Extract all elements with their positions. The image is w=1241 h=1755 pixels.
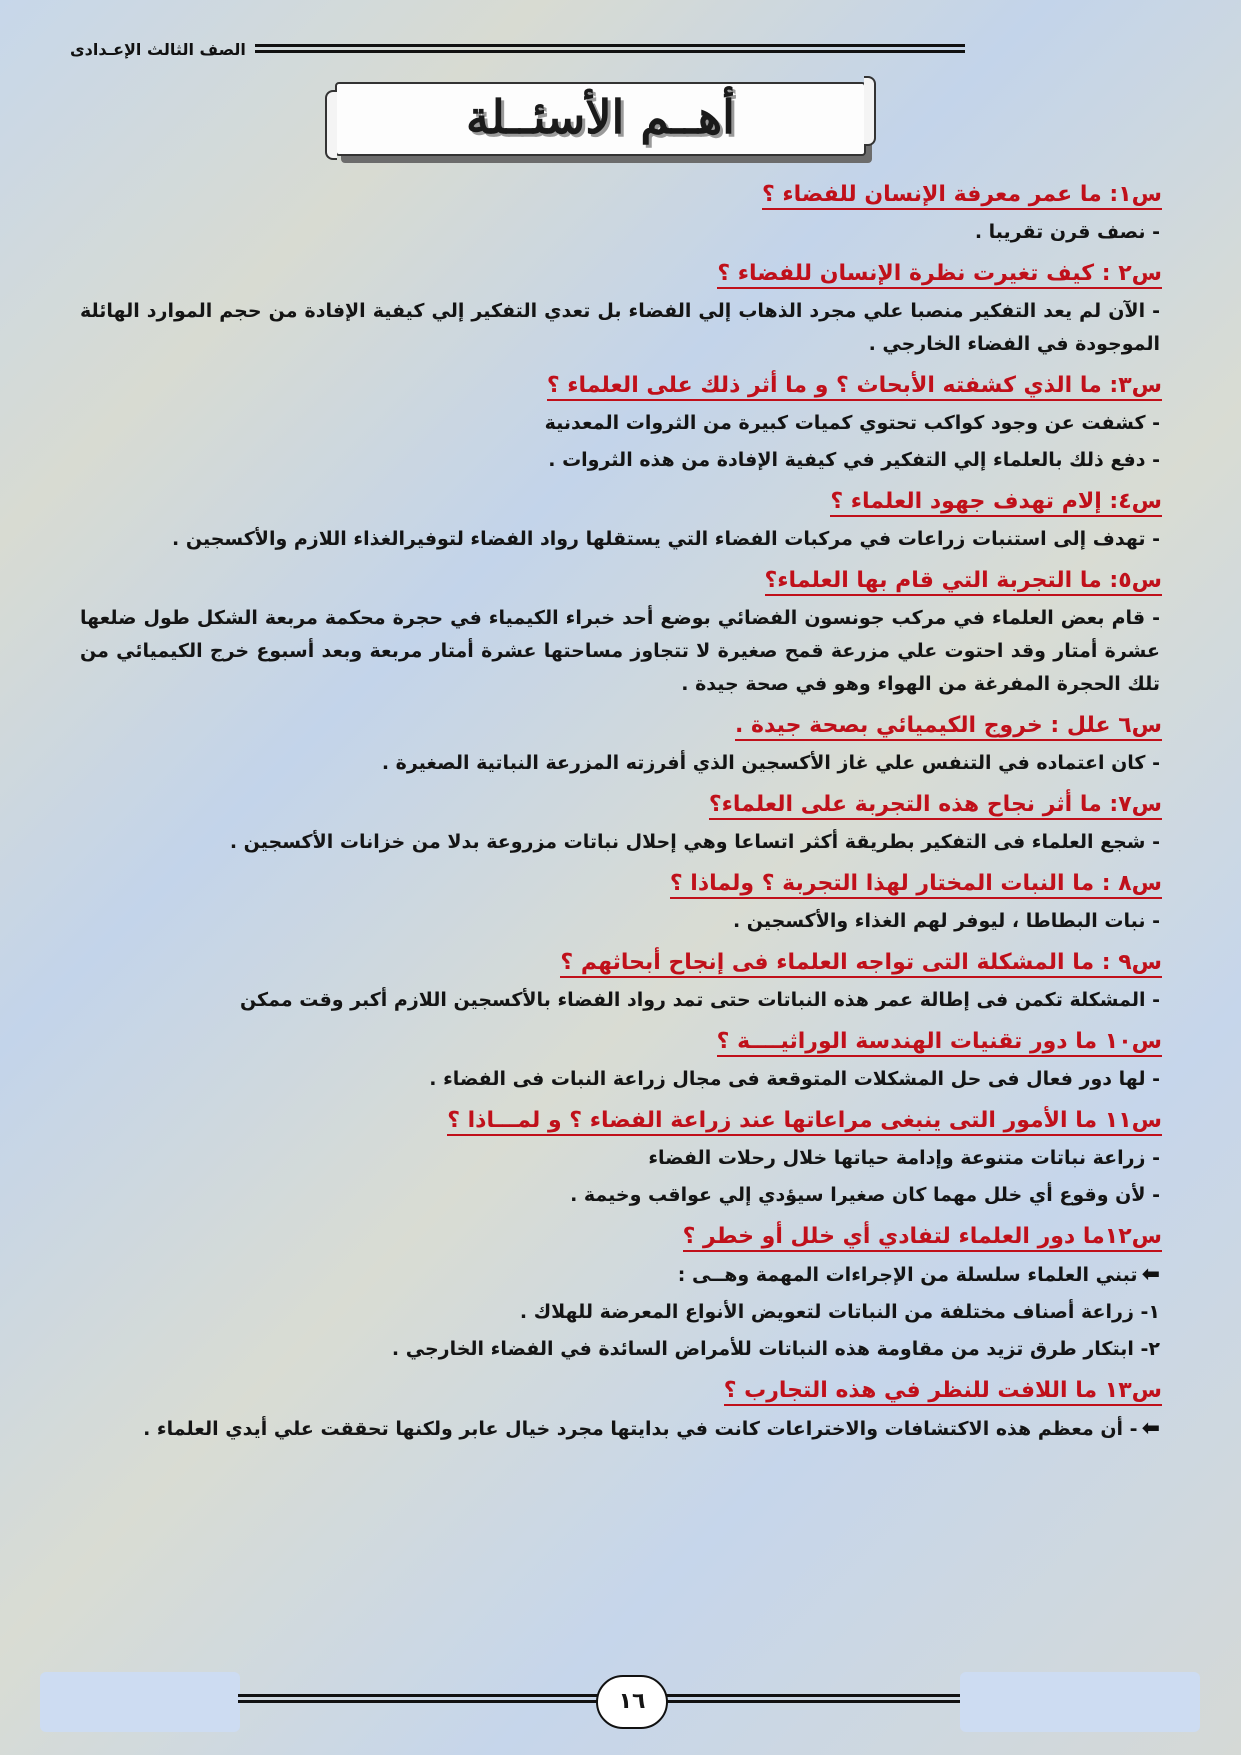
question-text: س٨ : ما النبات المختار لهذا التجربة ؟ ولماذا ؟ xyxy=(670,871,1162,899)
question-text: س٦ علل : خروج الكيميائي بصحة جيدة . xyxy=(735,713,1162,741)
answer-text: - قام بعض العلماء في مركب جونسون الفضائي بوضع أحد خبراء الكيمياء في حجرة محكمة مربعة الشكل طول ضلعها عشرة أمتار وقد احتوت علي مزرعة قمح صغيرة لا تتجاوز مساحتها عشرة أمتار مربعة وبعد أسبوع خرج الكيميائي من تلك الحجرة المفرغة من الهواء وهو في صحة جيدة . xyxy=(80,607,1160,695)
question-item xyxy=(80,867,1162,938)
answer-text: - كان اعتماده في التنفس علي غاز الأكسجين الذي أفرزته المزرعة النباتية الصغيرة . xyxy=(381,752,1160,774)
question-text: س١٠ ما دور تقنيات الهندسة الوراثيــــة ؟ xyxy=(717,1029,1162,1057)
answer-line xyxy=(80,602,1162,701)
answer-text: - أن معظم هذه الاكتشافات والاختراعات كانت في بدايتها مجرد خيال عابر ولكنها تحققت علي أيدي العلماء . xyxy=(143,1418,1138,1440)
question-item xyxy=(80,485,1162,556)
grade-label: الصف الثالث الإعـدادى xyxy=(70,40,246,59)
question-heading xyxy=(80,485,1162,519)
answer-line xyxy=(80,1142,1162,1175)
answer-text: - نصف قرن تقريبا . xyxy=(974,221,1160,243)
answer-text: ١- زراعة أصناف مختلفة من النباتات لتعويض الأنواع المعرضة للهلاك . xyxy=(519,1301,1160,1323)
footer-box-left xyxy=(40,1672,240,1732)
question-item xyxy=(80,564,1162,701)
answer-text: - نبات البطاطا ، ليوفر لهم الغذاء والأكسجين . xyxy=(732,910,1160,932)
question-heading xyxy=(80,369,1162,403)
question-text: س٣: ما الذي كشفته الأبحاث ؟ و ما أثر ذلك على العلماء ؟ xyxy=(547,373,1162,401)
arrow-left-icon: ⬅ xyxy=(1141,1416,1160,1441)
question-item xyxy=(80,178,1162,249)
question-text: س٢ : كيف تغيرت نظرة الإنسان للفضاء ؟ xyxy=(717,261,1162,289)
title-banner xyxy=(335,82,866,156)
question-heading xyxy=(80,709,1162,743)
question-text: س١٣ ما اللافت للنظر في هذه التجارب ؟ xyxy=(724,1378,1162,1406)
answer-line xyxy=(80,1258,1162,1292)
header-rule xyxy=(255,44,965,54)
question-heading xyxy=(80,867,1162,901)
answer-text: - شجع العلماء فى التفكير بطريقة أكثر اتساعا وهي إحلال نباتات مزروعة بدلا من خزانات الأكسجين . xyxy=(229,831,1160,853)
question-heading xyxy=(80,1220,1162,1254)
question-item xyxy=(80,257,1162,361)
question-heading xyxy=(80,788,1162,822)
answer-line xyxy=(80,444,1162,477)
question-heading xyxy=(80,946,1162,980)
question-item xyxy=(80,946,1162,1017)
answer-line xyxy=(80,826,1162,859)
question-heading xyxy=(80,1025,1162,1059)
question-item xyxy=(80,788,1162,859)
answer-line xyxy=(80,905,1162,938)
question-heading xyxy=(80,1374,1162,1408)
question-text: س١١ ما الأمور التى ينبغى مراعاتها عند زراعة الفضاء ؟ و لمـــاذا ؟ xyxy=(447,1108,1162,1136)
answer-text: ٢- ابتكار طرق تزيد من مقاومة هذه النباتات للأمراض السائدة في الفضاء الخارجي . xyxy=(391,1338,1160,1360)
arrow-left-icon: ⬅ xyxy=(1141,1262,1160,1287)
question-item xyxy=(80,369,1162,477)
answer-line xyxy=(80,1333,1162,1366)
answer-line xyxy=(80,1412,1162,1446)
question-text: س٧: ما أثر نجاح هذه التجربة على العلماء؟ xyxy=(709,792,1162,820)
question-text: س٩ : ما المشكلة التى تواجه العلماء فى إنجاح أبحاثهم ؟ xyxy=(560,950,1162,978)
answer-line xyxy=(80,295,1162,361)
page-number: ١٦ xyxy=(596,1675,668,1729)
questions-list xyxy=(80,178,1162,1454)
question-item xyxy=(80,1220,1162,1366)
answer-line xyxy=(80,523,1162,556)
question-heading xyxy=(80,1104,1162,1138)
question-heading xyxy=(80,178,1162,212)
answer-text: - الآن لم يعد التفكير منصبا علي مجرد الذهاب إلي الفضاء بل تعدي التفكير إلي كيفية الإفادة من حجم الموارد الهائلة الموجودة في الفضاء الخارجي . xyxy=(80,300,1160,355)
page-title: أهــم الأسئــلة xyxy=(466,90,735,144)
answer-text: - دفع ذلك بالعلماء إلي التفكير في كيفية الإفادة من هذه الثروات . xyxy=(548,449,1160,471)
answer-text: - لأن وقوع أي خلل مهما كان صغيرا سيؤدي إلي عواقب وخيمة . xyxy=(570,1184,1160,1206)
answer-line xyxy=(80,1296,1162,1329)
question-heading xyxy=(80,564,1162,598)
answer-line xyxy=(80,216,1162,249)
answer-text: تبني العلماء سلسلة من الإجراءات المهمة وهــى : xyxy=(677,1264,1138,1286)
question-text: س٥: ما التجربة التي قام بها العلماء؟ xyxy=(765,568,1162,596)
footer-box-right xyxy=(960,1672,1200,1732)
answer-text: - زراعة نباتات متنوعة وإدامة حياتها خلال رحلات الفضاء xyxy=(648,1147,1160,1169)
answer-line xyxy=(80,747,1162,780)
answer-text: - المشكلة تكمن فى إطالة عمر هذه النباتات حتى تمد رواد الفضاء بالأكسجين اللازم أكبر وقت ممكن xyxy=(239,989,1160,1011)
question-item xyxy=(80,709,1162,780)
answer-line xyxy=(80,407,1162,440)
answer-text: - تهدف إلى استنبات زراعات في مركبات الفضاء التي يستقلها رواد الفضاء لتوفيرالغذاء اللازم والأكسجين . xyxy=(172,528,1160,550)
question-text: س٤: إلام تهدف جهود العلماء ؟ xyxy=(830,489,1162,517)
answer-line xyxy=(80,1179,1162,1212)
question-heading xyxy=(80,257,1162,291)
answer-line xyxy=(80,1063,1162,1096)
question-item xyxy=(80,1025,1162,1096)
answer-line xyxy=(80,984,1162,1017)
question-item xyxy=(80,1104,1162,1212)
answer-text: - كشفت عن وجود كواكب تحتوي كميات كبيرة من الثروات المعدنية xyxy=(544,412,1160,434)
question-text: س١: ما عمر معرفة الإنسان للفضاء ؟ xyxy=(762,182,1162,210)
question-text: س١٢ما دور العلماء لتفادي أي خلل أو خطر ؟ xyxy=(683,1224,1162,1252)
question-item xyxy=(80,1374,1162,1446)
answer-text: - لها دور فعال فى حل المشكلات المتوقعة فى مجال زراعة النبات فى الفضاء . xyxy=(429,1068,1160,1090)
